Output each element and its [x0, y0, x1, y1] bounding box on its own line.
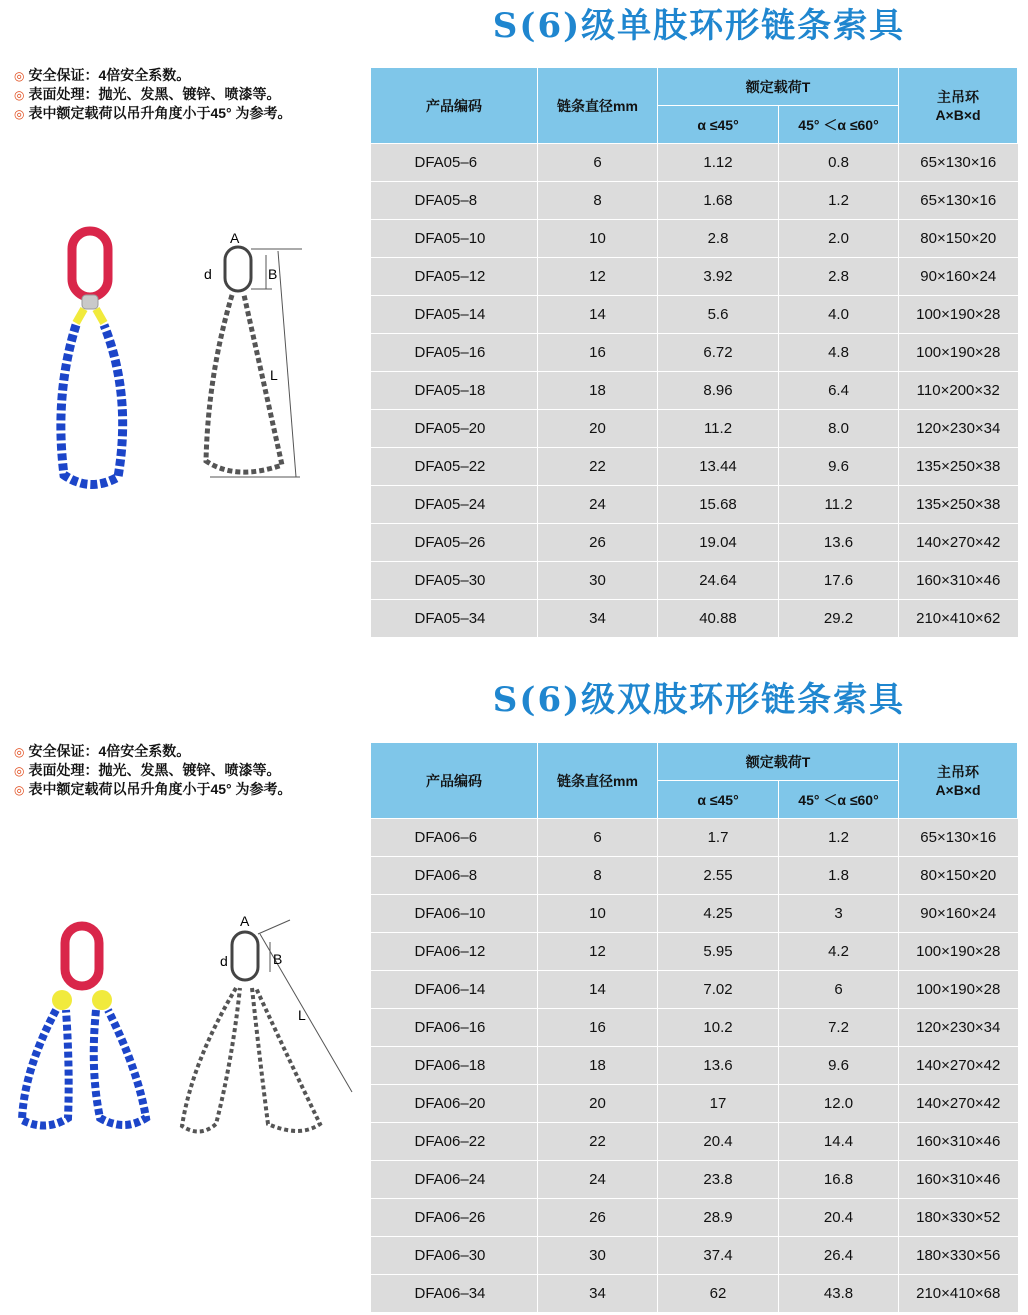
col-header-load-b: 45° ＜α ≤60° [779, 781, 899, 819]
col-header-ring: 主吊环 A×B×d [899, 743, 1018, 819]
table-row: DFA05–20 20 11.2 8.0 120×230×34 [371, 410, 1018, 448]
single-sling-photo [40, 225, 150, 495]
col-header-load-a: α ≤45° [658, 781, 779, 819]
table-row: DFA06–16 16 10.2 7.2 120×230×34 [371, 1009, 1018, 1047]
table-row: DFA05–22 22 13.44 9.6 135×250×38 [371, 448, 1018, 486]
bullet-icon: ◎ [14, 88, 25, 102]
double-leg-section [0, 672, 1028, 1315]
table-row: DFA06–30 30 37.4 26.4 180×330×56 [371, 1237, 1018, 1275]
bullet-icon: ◎ [14, 69, 25, 83]
note-item: ◎ 表面处理：抛光、发黑、镀锌、喷漆等。 [14, 86, 281, 102]
table-row: DFA05–24 24 15.68 11.2 135×250×38 [371, 486, 1018, 524]
table-row: DFA05–8 8 1.68 1.2 65×130×16 [371, 182, 1018, 220]
col-header-code: 产品编码 [371, 743, 538, 819]
dim-b-label: B [273, 951, 283, 967]
table-row: DFA05–30 30 24.64 17.6 160×310×46 [371, 562, 1018, 600]
single-leg-section [0, 0, 1028, 650]
table-row: DFA05–10 10 2.8 2.0 80×150×20 [371, 220, 1018, 258]
double-sling-photo [10, 920, 160, 1150]
single-sling-diagram [190, 225, 310, 487]
table-row: DFA06–24 24 23.8 16.8 160×310×46 [371, 1161, 1018, 1199]
col-header-ring: 主吊环 A×B×d [899, 68, 1018, 144]
table-row: DFA06–14 14 7.02 6 100×190×28 [371, 971, 1018, 1009]
bullet-icon: ◎ [14, 107, 25, 121]
table-row: DFA06–18 18 13.6 9.6 140×270×42 [371, 1047, 1018, 1085]
note-item: ◎ 表中额定载荷以吊升角度小于45° 为参考。 [14, 105, 292, 121]
dim-l-label: L [270, 367, 278, 383]
col-header-load: 额定载荷T [658, 68, 899, 106]
table-row: DFA05–16 16 6.72 4.8 100×190×28 [371, 334, 1018, 372]
dim-d-label: d [220, 953, 228, 969]
table-row: DFA05–12 12 3.92 2.8 90×160×24 [371, 258, 1018, 296]
dim-d-label: d [204, 266, 212, 282]
col-header-diameter: 链条直径mm [538, 743, 658, 819]
table-row: DFA06–20 20 17 12.0 140×270×42 [371, 1085, 1018, 1123]
note-item: ◎ 安全保证：4倍安全系数。 [14, 67, 191, 83]
table-row: DFA05–6 6 1.12 0.8 65×130×16 [371, 144, 1018, 182]
note-item: ◎ 表面处理：抛光、发黑、镀锌、喷漆等。 [14, 762, 281, 778]
table-row: DFA06–34 34 62 43.8 210×410×68 [371, 1275, 1018, 1313]
dim-b-label: B [268, 266, 278, 282]
section-title: S(6)级单肢环形链条索具 [492, 6, 906, 46]
table-row: DFA05–18 18 8.96 6.4 110×200×32 [371, 372, 1018, 410]
spec-table [370, 67, 1018, 638]
col-header-code: 产品编码 [371, 68, 538, 144]
col-header-load: 额定载荷T [658, 743, 899, 781]
table-row: DFA05–26 26 19.04 13.6 140×270×42 [371, 524, 1018, 562]
double-sling-diagram [170, 912, 360, 1157]
table-row: DFA06–6 6 1.7 1.2 65×130×16 [371, 819, 1018, 857]
note-item: ◎ 安全保证：4倍安全系数。 [14, 743, 191, 759]
note-item: ◎ 表中额定载荷以吊升角度小于45° 为参考。 [14, 781, 292, 797]
table-row: DFA05–34 34 40.88 29.2 210×410×62 [371, 600, 1018, 638]
bullet-icon: ◎ [14, 764, 25, 778]
table-row: DFA06–8 8 2.55 1.8 80×150×20 [371, 857, 1018, 895]
dim-a-label: A [230, 230, 240, 246]
bullet-icon: ◎ [14, 745, 25, 759]
notes-list [14, 66, 370, 123]
dim-a-label: A [240, 913, 250, 929]
table-row: DFA06–10 10 4.25 3 90×160×24 [371, 895, 1018, 933]
table-row: DFA05–14 14 5.6 4.0 100×190×28 [371, 296, 1018, 334]
table-row: DFA06–26 26 28.9 20.4 180×330×52 [371, 1199, 1018, 1237]
table-row: DFA06–12 12 5.95 4.2 100×190×28 [371, 933, 1018, 971]
table-row: DFA06–22 22 20.4 14.4 160×310×46 [371, 1123, 1018, 1161]
section-title: S(6)级双肢环形链条索具 [492, 680, 906, 720]
col-header-diameter: 链条直径mm [538, 68, 658, 144]
spec-table [370, 742, 1018, 1313]
col-header-load-b: 45° ＜α ≤60° [779, 106, 899, 144]
dim-l-label: L [298, 1007, 306, 1023]
col-header-load-a: α ≤45° [658, 106, 779, 144]
bullet-icon: ◎ [14, 783, 25, 797]
notes-list [14, 742, 370, 799]
